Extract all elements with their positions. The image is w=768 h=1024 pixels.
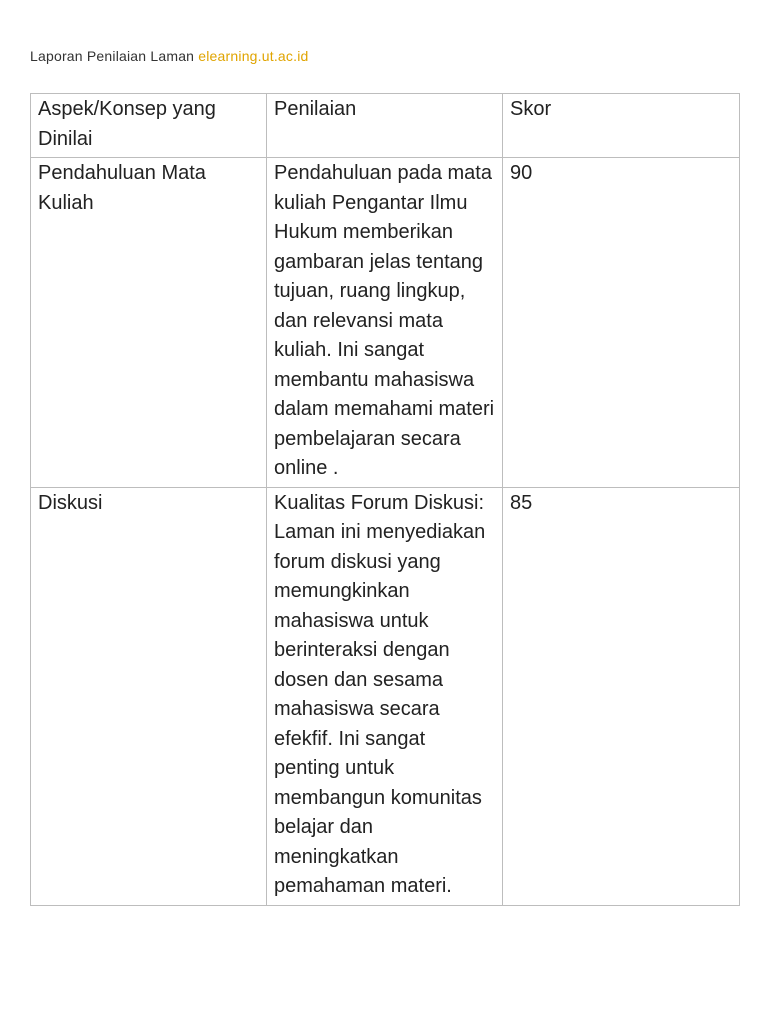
table-row	[31, 158, 740, 488]
table-header-row	[31, 94, 740, 158]
report-title: Laporan Penilaian Laman	[30, 48, 195, 64]
assessment-table	[30, 93, 740, 906]
row-assessment: Pendahuluan pada mata kuliah Pengantar Ilmu Hukum memberikan gambaran jelas tentang tujuan, ruang lingkup, dan relevansi mata kuliah. Ini sangat membantu mahasiswa dalam memahami materi pembelajaran secara online .	[267, 158, 503, 488]
row-score: 85	[503, 487, 740, 905]
table-row	[31, 487, 740, 905]
row-assessment: Kualitas Forum Diskusi: Laman ini menyediakan forum diskusi yang memungkinkan mahasiswa untuk berinteraksi dengan dosen dan sesama mahasiswa secara efekfif. Ini sangat penting untuk membangun komunitas belajar dan meningkatkan pemahaman materi.	[267, 487, 503, 905]
report-header	[30, 48, 309, 64]
row-aspect: Diskusi	[31, 487, 267, 905]
column-header-score: Skor	[503, 94, 740, 158]
row-aspect: Pendahuluan Mata Kuliah	[31, 158, 267, 488]
column-header-aspect: Aspek/Konsep yang Dinilai	[31, 94, 267, 158]
column-header-assessment: Penilaian	[267, 94, 503, 158]
site-link[interactable]: elearning.ut.ac.id	[198, 48, 309, 64]
row-score: 90	[503, 158, 740, 488]
